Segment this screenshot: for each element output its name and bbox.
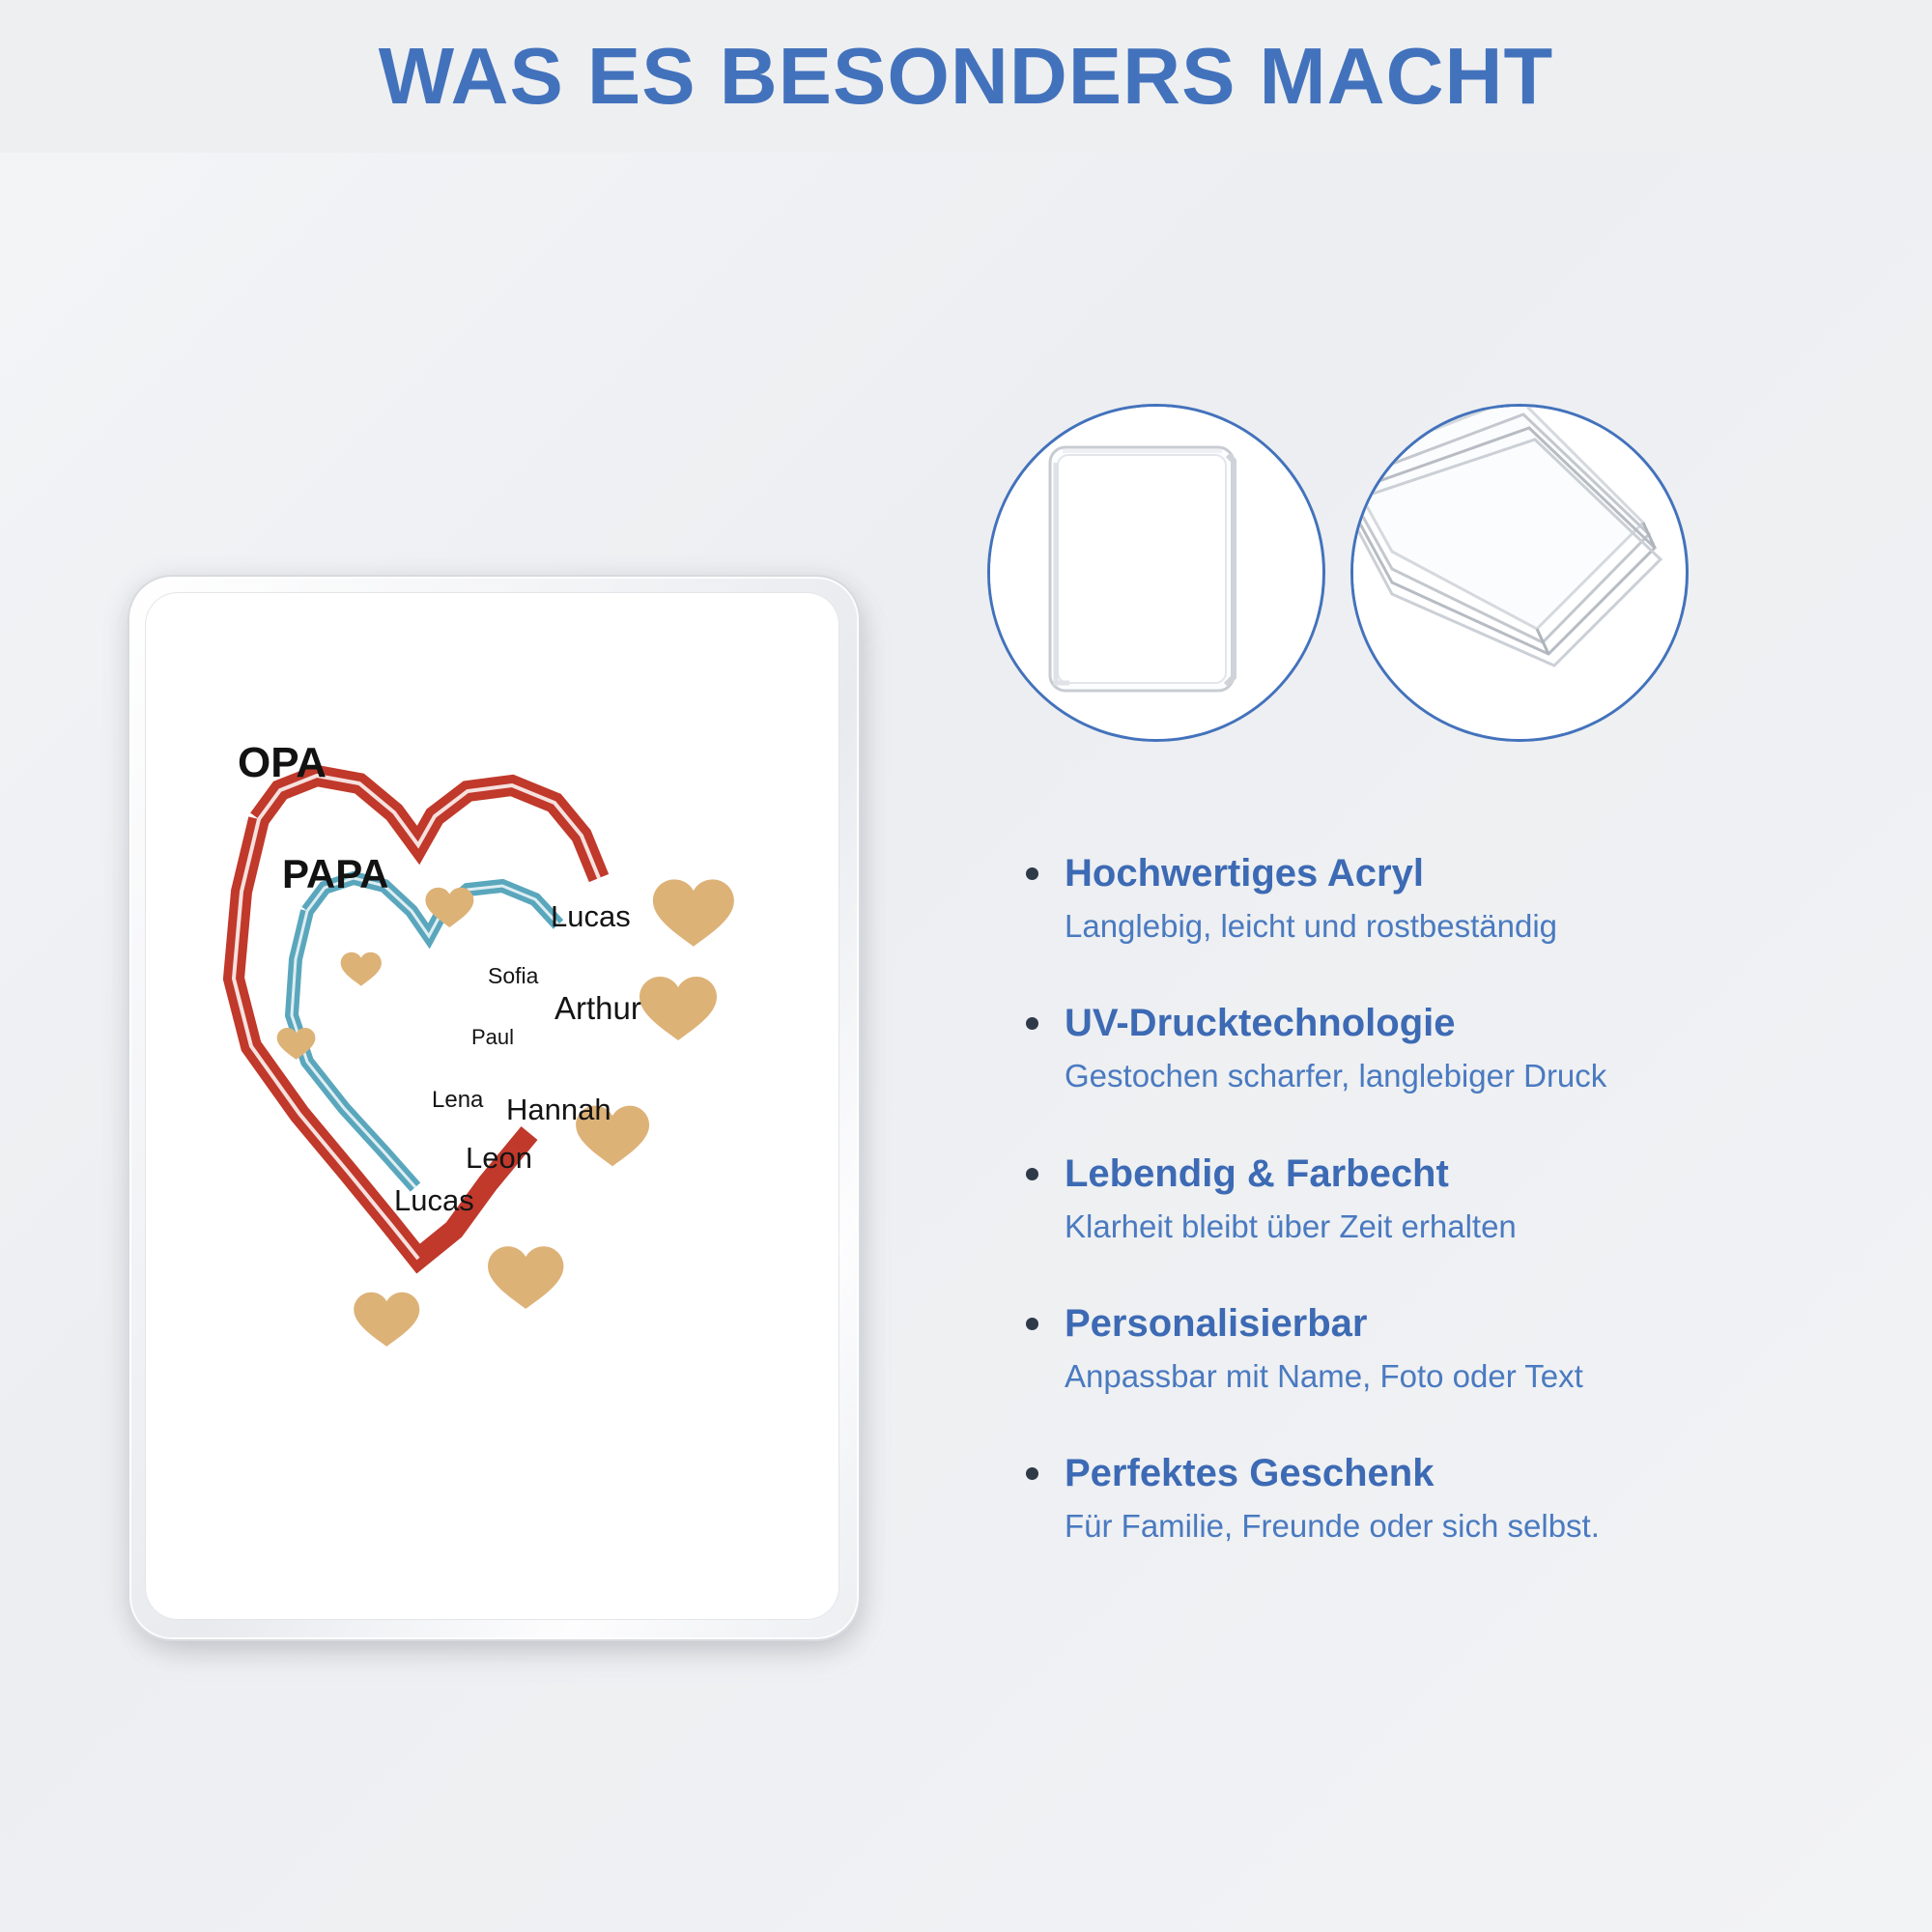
feature-description: Für Familie, Freunde oder sich selbst. xyxy=(1065,1508,1600,1544)
feature-title: UV-Drucktechnologie xyxy=(1065,1002,1456,1045)
bullet-icon xyxy=(1026,1318,1038,1330)
detail-circle-acrylic-panel xyxy=(987,404,1325,742)
art-name-hannah: Hannah xyxy=(506,1093,611,1126)
art-label-papa: PAPA xyxy=(282,851,389,896)
plaque-acrylic-frame xyxy=(128,575,861,1641)
feature-item-lebendig-farbecht xyxy=(1005,1151,1874,1246)
corner-edge-illustration xyxy=(1353,407,1680,733)
feature-item-personalisierbar xyxy=(1005,1300,1874,1396)
art-name-lena: Lena xyxy=(432,1087,484,1113)
bullet-icon xyxy=(1026,867,1038,880)
feature-item-hochwertiges-acryl xyxy=(1005,850,1874,946)
feature-description: Anpassbar mit Name, Foto oder Text xyxy=(1065,1357,1583,1394)
art-name-leon: Leon xyxy=(466,1141,532,1175)
detail-circle-corner-edge xyxy=(1350,404,1689,742)
feature-item-perfektes-geschenk xyxy=(1005,1450,1874,1546)
feature-description: Gestochen scharfer, langlebiger Druck xyxy=(1065,1058,1607,1094)
bullet-icon xyxy=(1026,1017,1038,1030)
feature-title: Lebendig & Farbecht xyxy=(1065,1151,1449,1195)
art-name-arthur: Arthur xyxy=(554,990,641,1026)
art-name-lucas-bottom: Lucas xyxy=(394,1183,474,1217)
feature-title: Personalisierbar xyxy=(1065,1301,1368,1345)
feature-list xyxy=(1005,850,1874,1546)
feature-item-uv-drucktechnologie xyxy=(1005,1000,1874,1095)
bullet-icon xyxy=(1026,1467,1038,1480)
feature-title: Hochwertiges Acryl xyxy=(1065,852,1424,895)
art-name-sofia: Sofia xyxy=(488,963,539,988)
feature-description: Langlebig, leicht und rostbeständig xyxy=(1065,908,1558,944)
page-title: WAS ES BESONDERS MACHT xyxy=(378,31,1554,121)
art-name-paul: Paul xyxy=(471,1025,515,1049)
acrylic-panel-illustration xyxy=(990,407,1317,733)
art-name-lucas-top: Lucas xyxy=(551,899,631,933)
plaque-print-surface xyxy=(145,592,839,1620)
bullet-icon xyxy=(1026,1168,1038,1180)
header-banner xyxy=(0,0,1932,153)
art-label-opa: OPA xyxy=(238,739,327,786)
feature-description: Klarheit bleibt über Zeit erhalten xyxy=(1065,1208,1517,1244)
product-image xyxy=(128,575,871,1657)
feature-title: Perfektes Geschenk xyxy=(1065,1452,1435,1494)
